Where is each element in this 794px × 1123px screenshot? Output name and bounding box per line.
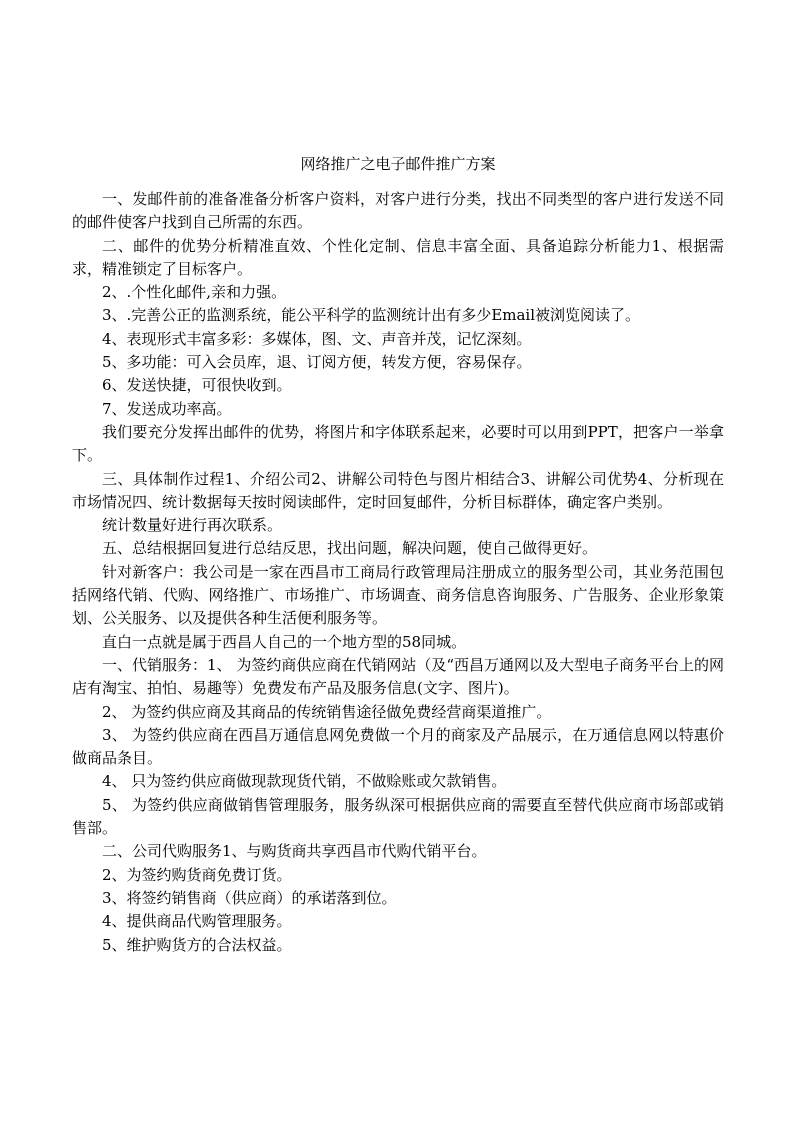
paragraph: 7、发送成功率高。 — [102, 399, 232, 418]
paragraph: 3、.完善公正的监测系统，能公平科学的监测统计出有多少Email被浏览阅读了。 — [102, 306, 641, 325]
paragraph: 三、具体制作过程1、介绍公司2、讲解公司特色与图片相结合3、讲解公司优势4、分析现在市场情况四、统计数据每天按时阅读邮件，定时回复邮件，分析目标群体，确定客户类别。 — [72, 469, 724, 511]
paragraph: 统计数量好进行再次联系。 — [102, 516, 283, 535]
paragraph: 针对新客户：我公司是一家在西昌市工商局行政管理局注册成立的服务型公司，其业务范围包括网络代销、代购、网络推广、市场推广、市场调查、商务信息咨询服务、广告服务、企业形象策划、公关服务、以及提供各种生活便利服务等。 — [72, 562, 724, 628]
paragraph: 3、将签约销售商（供应商）的承诺落到位。 — [102, 888, 397, 907]
paragraph: 五、总结根据回复进行总结反思，找出问题，解决问题，使自己做得更好。 — [102, 539, 598, 558]
paragraph: 3、 为签约供应商在西昌万通信息网免费做一个月的商家及产品展示，在万通信息网以特惠价做商品条目。 — [72, 725, 724, 768]
paragraph: 二、邮件的优势分析精准直效、个性化定制、信息丰富全面、具备追踪分析能力1、根据需求，精准锁定了目标客户。 — [72, 236, 724, 278]
paragraph: 一、发邮件前的准备准备分析客户资料，对客户进行分类，找出不同类型的客户进行发送不同的邮件使客户找到自己所需的东西。 — [72, 190, 724, 232]
paragraph: 直白一点就是属于西昌人自己的一个地方型的58同城。 — [102, 632, 467, 651]
paragraph: 4、表现形式丰富多彩：多媒体，图、文、声音并茂，记忆深刻。 — [102, 329, 532, 348]
document-body — [72, 188, 724, 957]
paragraph: 5、多功能：可入会员库，退、订阅方便，转发方便，容易保存。 — [102, 353, 532, 372]
paragraph: 2、 为签约供应商及其商品的传统销售途径做免费经营商渠道推广。 — [102, 702, 552, 721]
document-page — [72, 152, 724, 957]
paragraph: 5、维护购货方的合法权益。 — [102, 935, 292, 954]
paragraph: 一、代销服务：1、 为签约商供应商在代销网站（及“西昌万通网以及大型电子商务平台上的网店有淘宝、拍怕、易趣等）免费发布产品及服务信息(文字、图片)。 — [72, 655, 724, 698]
paragraph: 我们要充分发挥出邮件的优势，将图片和字体联系起来，必要时可以用到PPT，把客户一举拿下。 — [72, 422, 724, 465]
paragraph: 2、.个性化邮件,亲和力强。 — [102, 283, 287, 302]
paragraph: 5、 为签约供应商做销售管理服务，服务纵深可根据供应商的需要直至替代供应商市场部或销售部。 — [72, 795, 724, 838]
paragraph: 6、发送快捷，可很快收到。 — [102, 376, 292, 395]
paragraph: 2、为签约购货商免费订货。 — [102, 865, 292, 884]
paragraph: 4、提供商品代购管理服务。 — [102, 912, 292, 931]
paragraph: 二、公司代购服务1、与购货商共享西昌市代购代销平台。 — [102, 842, 487, 861]
paragraph: 4、 只为签约供应商做现款现货代销，不做赊账或欠款销售。 — [102, 772, 507, 791]
document-title: 网络推广之电子邮件推广方案 — [300, 155, 496, 173]
